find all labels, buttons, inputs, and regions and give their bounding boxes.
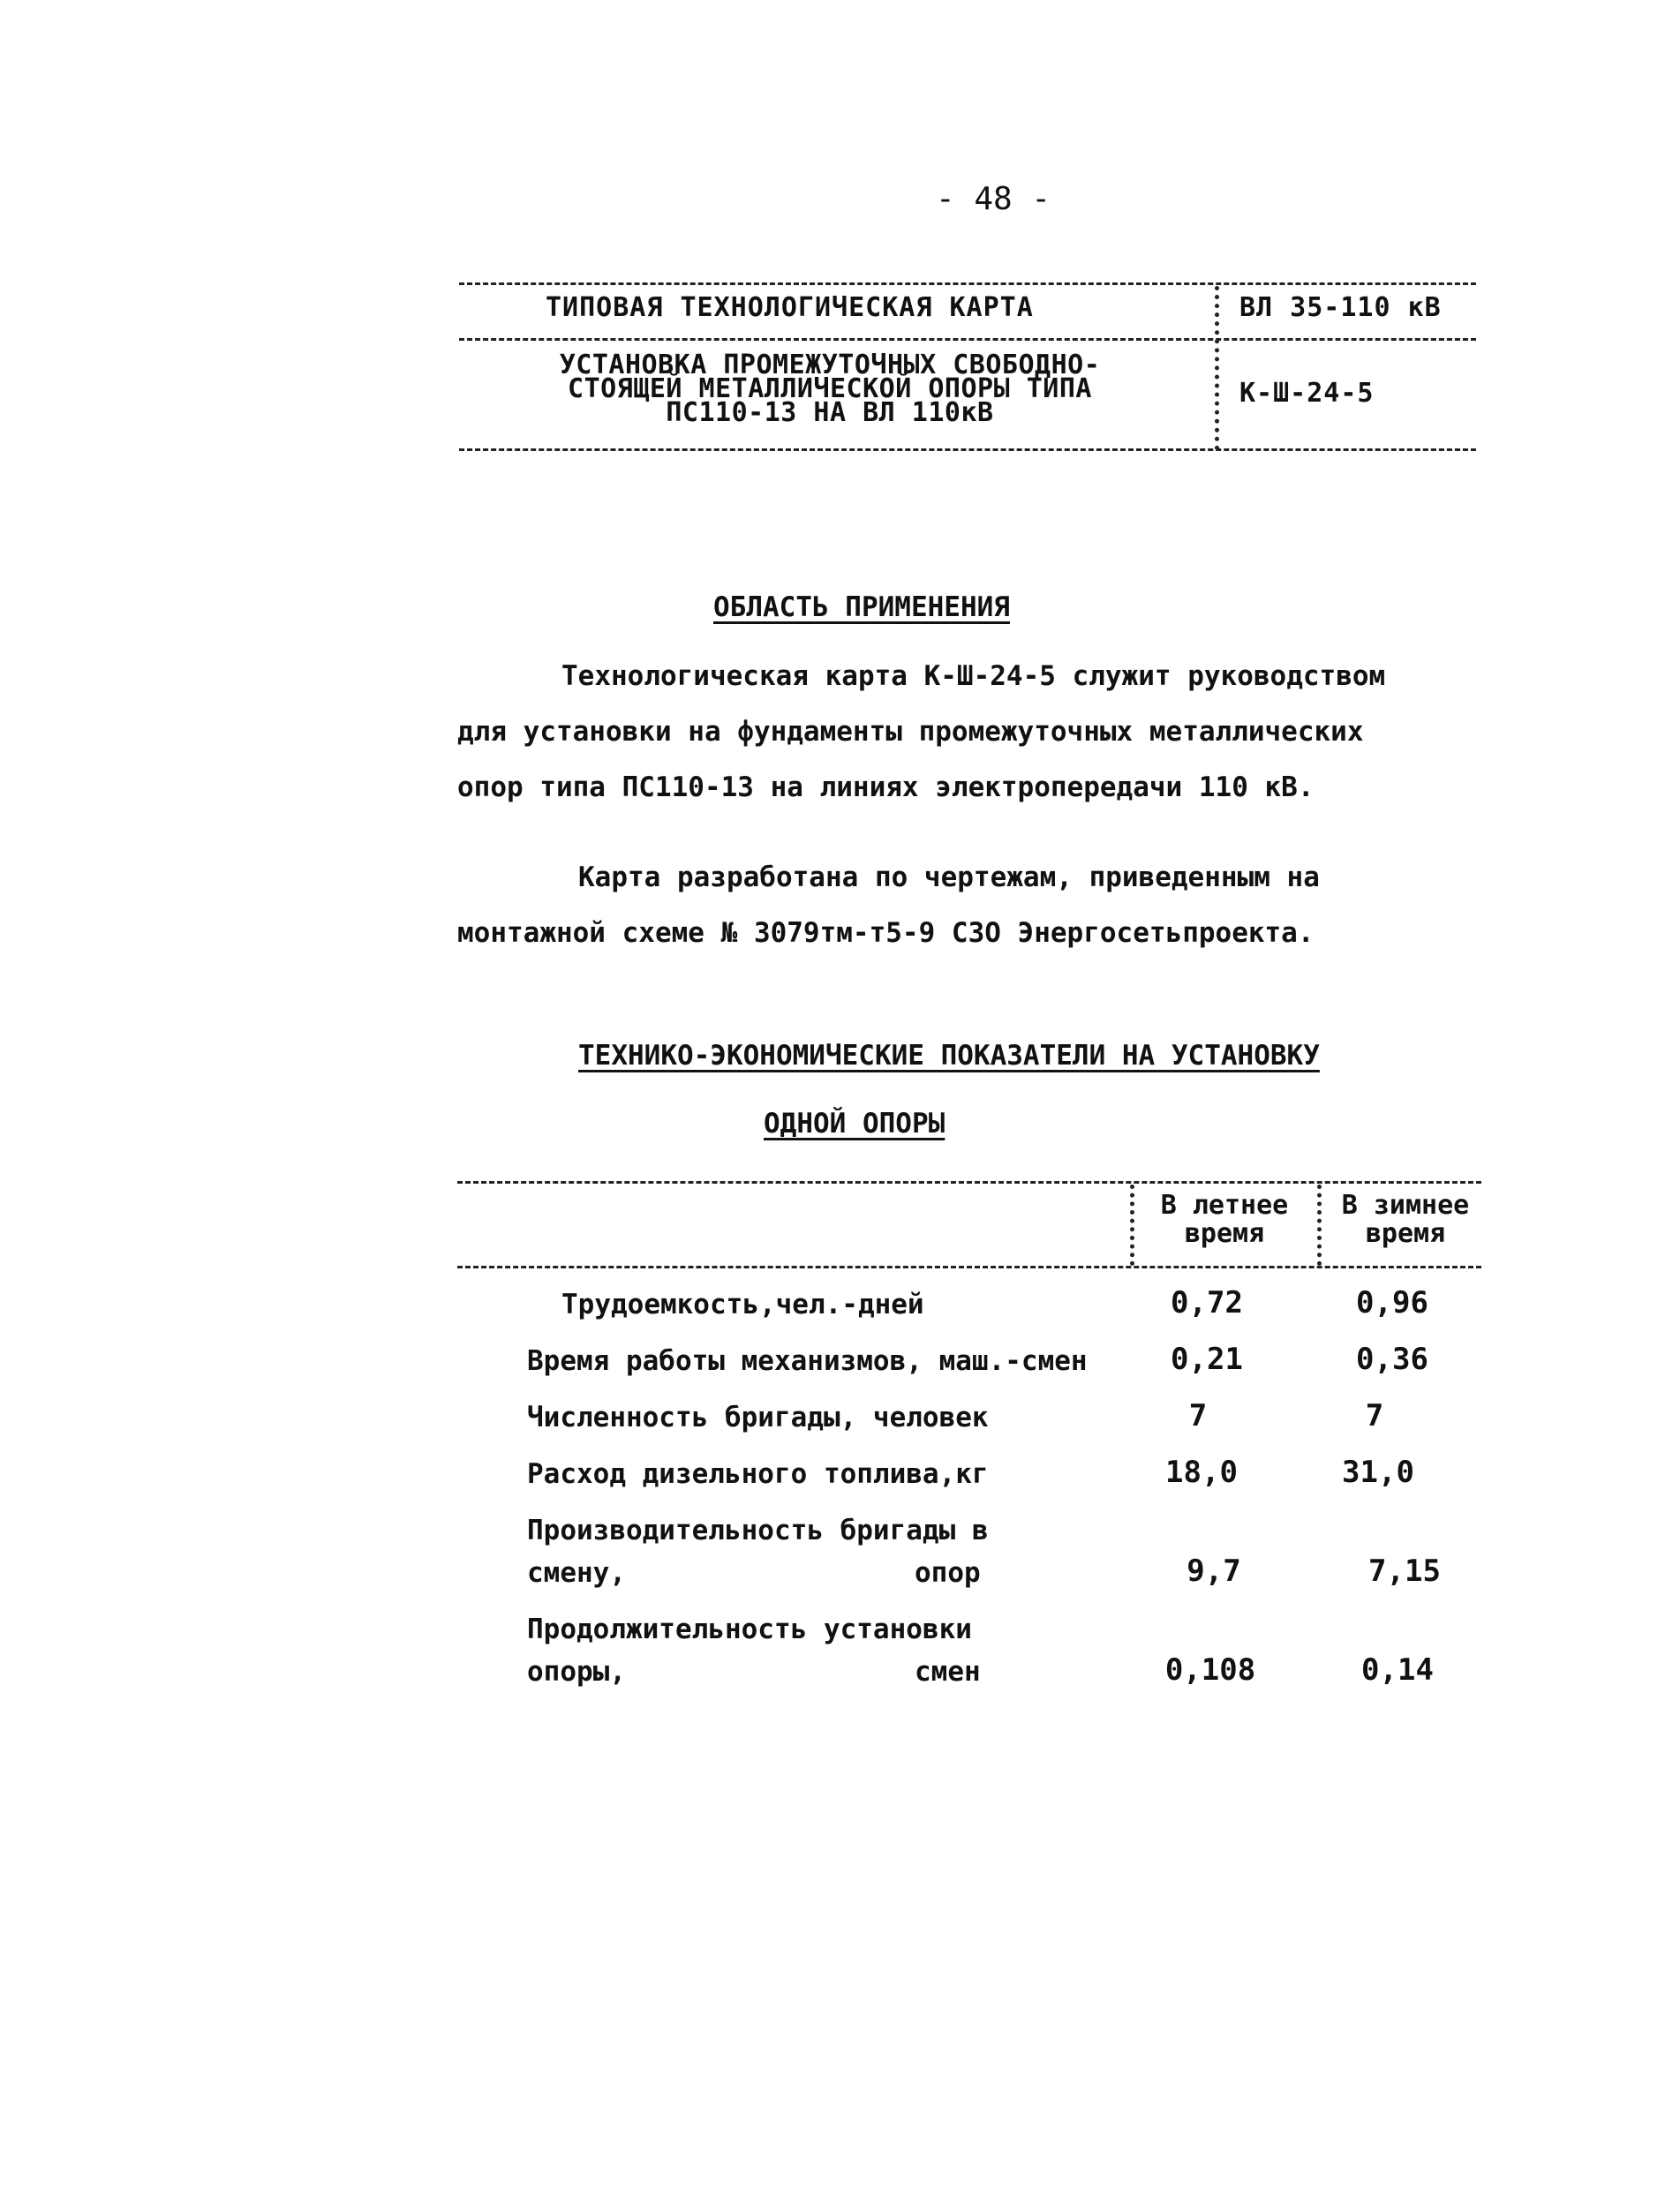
application-para1-line1: Технологическая карта К-Ш-24-5 служит руководством bbox=[561, 660, 1386, 692]
row-duration-label2: опоры, bbox=[527, 1656, 626, 1688]
column-summer: В летнее время bbox=[1160, 1190, 1289, 1249]
application-para1-line2: для установки на фундаменты промежуточных металлических bbox=[457, 716, 1364, 748]
scope-code: ВЛ 35-110 кВ bbox=[1239, 292, 1442, 323]
header-bottom-rule bbox=[459, 448, 1476, 451]
row-duration-summer: 0,108 bbox=[1164, 1652, 1256, 1688]
column-winter: В зимнее время bbox=[1341, 1190, 1470, 1249]
row-productivity-label: Производительность бригады в bbox=[527, 1515, 989, 1546]
row-duration-unit: смен bbox=[915, 1656, 981, 1688]
row-crew-winter: 7 bbox=[1365, 1398, 1384, 1433]
row-duration-winter: 0,14 bbox=[1361, 1652, 1434, 1688]
row-labor-summer: 0,72 bbox=[1171, 1285, 1243, 1320]
application-para2-line1: Карта разработана по чертежам, приведенным на bbox=[578, 861, 1320, 893]
indicators-heading-line1: ТЕХНИКО-ЭКОНОМИЧЕСКИЕ ПОКАЗАТЕЛИ НА УСТАНОВКУ bbox=[578, 1040, 1320, 1072]
row-productivity-label2: смену, bbox=[527, 1557, 626, 1589]
table-header-rule bbox=[457, 1266, 1481, 1268]
row-duration-label: Продолжительность установки bbox=[527, 1614, 972, 1645]
row-machines-winter: 0,36 bbox=[1356, 1342, 1428, 1377]
row-productivity-summer: 9,7 bbox=[1187, 1554, 1241, 1589]
row-productivity-unit: опор bbox=[915, 1557, 981, 1589]
card-title: ТИПОВАЯ ТЕХНОЛОГИЧЕСКАЯ КАРТА bbox=[546, 292, 1034, 323]
row-productivity-winter: 7,15 bbox=[1368, 1554, 1441, 1589]
header-top-rule bbox=[459, 282, 1476, 285]
row-labor-label: Трудоемкость,чел.-дней bbox=[561, 1289, 924, 1320]
row-machines-label: Время работы механизмов, маш.-смен bbox=[527, 1345, 1088, 1377]
row-crew-label: Численность бригады, человек bbox=[527, 1402, 989, 1433]
table-top-rule bbox=[457, 1181, 1481, 1184]
header-column-divider bbox=[1215, 286, 1219, 450]
table-divider-2 bbox=[1317, 1185, 1322, 1266]
row-labor-winter: 0,96 bbox=[1356, 1285, 1428, 1320]
header-middle-rule bbox=[459, 338, 1476, 341]
row-fuel-winter: 31,0 bbox=[1342, 1455, 1414, 1490]
application-para2-line2: монтажной схеме № 3079тм-т5-9 СЗО Энергосетьпроекта. bbox=[457, 917, 1315, 949]
card-code: К-Ш-24-5 bbox=[1239, 378, 1375, 409]
indicators-heading-line2: ОДНОЙ ОПОРЫ bbox=[764, 1108, 946, 1140]
page-number: - 48 - bbox=[936, 181, 1051, 217]
row-machines-summer: 0,21 bbox=[1171, 1342, 1243, 1377]
application-heading: ОБЛАСТЬ ПРИМЕНЕНИЯ bbox=[713, 591, 1010, 623]
row-crew-summer: 7 bbox=[1188, 1398, 1208, 1433]
table-divider-1 bbox=[1130, 1185, 1134, 1266]
card-description: УСТАНОВКА ПРОМЕЖУТОЧНЫХ СВОБОДНО- СТОЯЩЕЙ МЕТАЛЛИЧЕСКОЙ ОПОРЫ ТИПА ПС110-13 НА ВЛ 110кВ bbox=[559, 350, 1101, 428]
row-fuel-label: Расход дизельного топлива,кг bbox=[527, 1458, 989, 1490]
application-para1-line3: опор типа ПС110-13 на линиях электропередачи 110 кВ. bbox=[457, 771, 1315, 803]
row-fuel-summer: 18,0 bbox=[1165, 1455, 1238, 1490]
